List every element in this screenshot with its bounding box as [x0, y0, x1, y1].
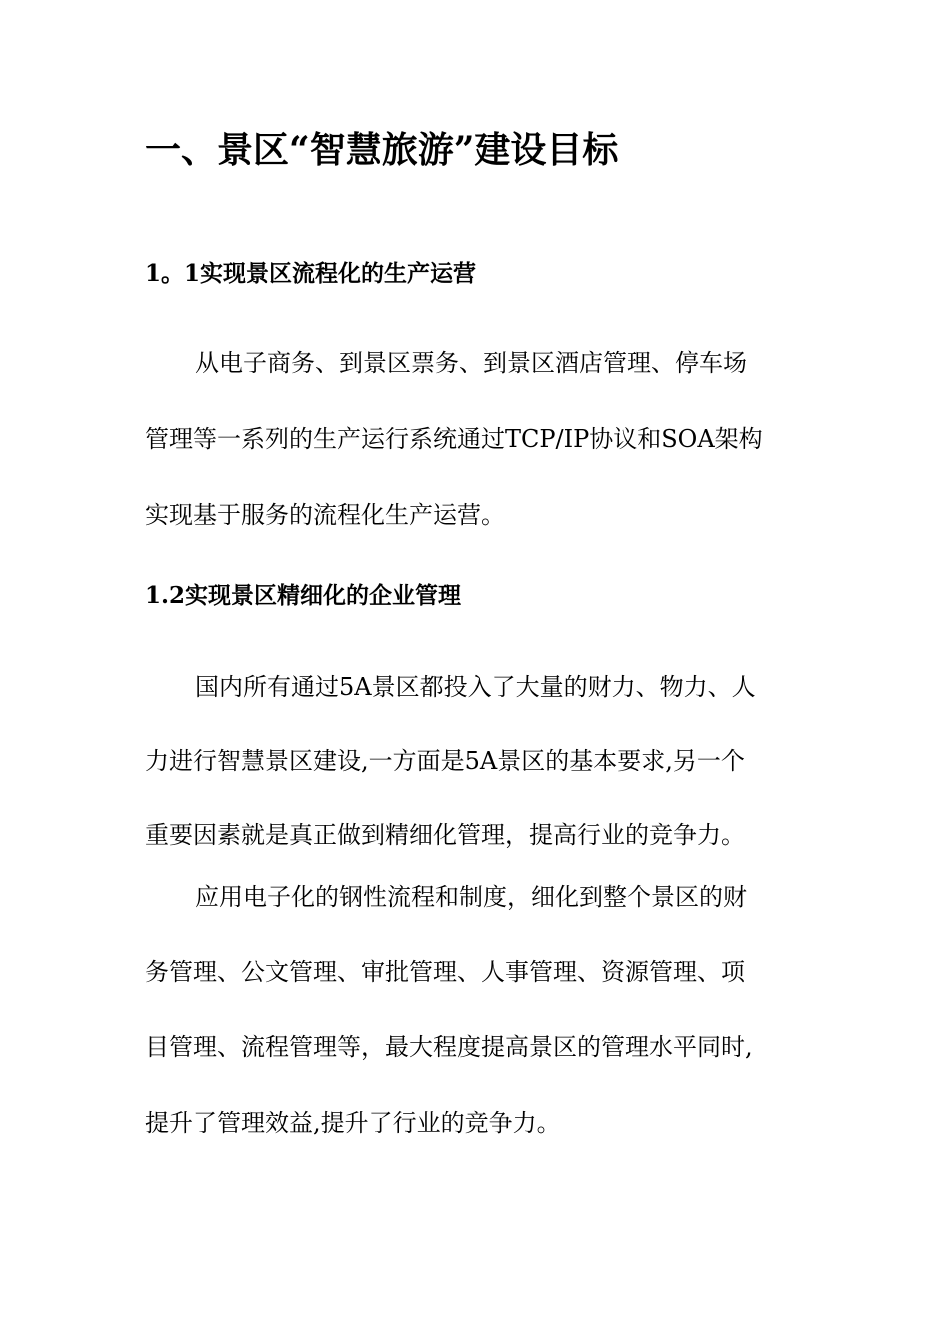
paragraph-line: 从电子商务、到景区票务、到景区酒店管理、停车场: [195, 349, 747, 377]
paragraph-line: 提升了管理效益,提升了行业的竞争力。: [145, 1109, 561, 1137]
paragraph-line: 重要因素就是真正做到精细化管理，提高行业的竞争力。: [145, 821, 745, 849]
document-title: 一、景区“智慧旅游”建设目标: [145, 129, 619, 171]
section-2-heading: 1.2实现景区精细化的企业管理: [145, 582, 462, 609]
paragraph-line: 目管理、流程管理等，最大程度提高景区的管理水平同时,: [145, 1033, 753, 1061]
paragraph-line: 国内所有通过5A景区都投入了大量的财力、物力、人: [195, 673, 756, 701]
paragraph-line: 管理等一系列的生产运行系统通过TCP/IP协议和SOA架构: [145, 425, 763, 453]
paragraph-line: 力进行智慧景区建设,一方面是5A景区的基本要求,另一个: [145, 747, 745, 775]
paragraph-line: 务管理、公文管理、审批管理、人事管理、资源管理、项: [145, 958, 745, 986]
paragraph-line: 实现基于服务的流程化生产运营。: [145, 501, 505, 529]
paragraph-line: 应用电子化的钢性流程和制度，细化到整个景区的财: [195, 883, 747, 911]
section-1-heading: 1。1实现景区流程化的生产运营: [145, 260, 477, 287]
